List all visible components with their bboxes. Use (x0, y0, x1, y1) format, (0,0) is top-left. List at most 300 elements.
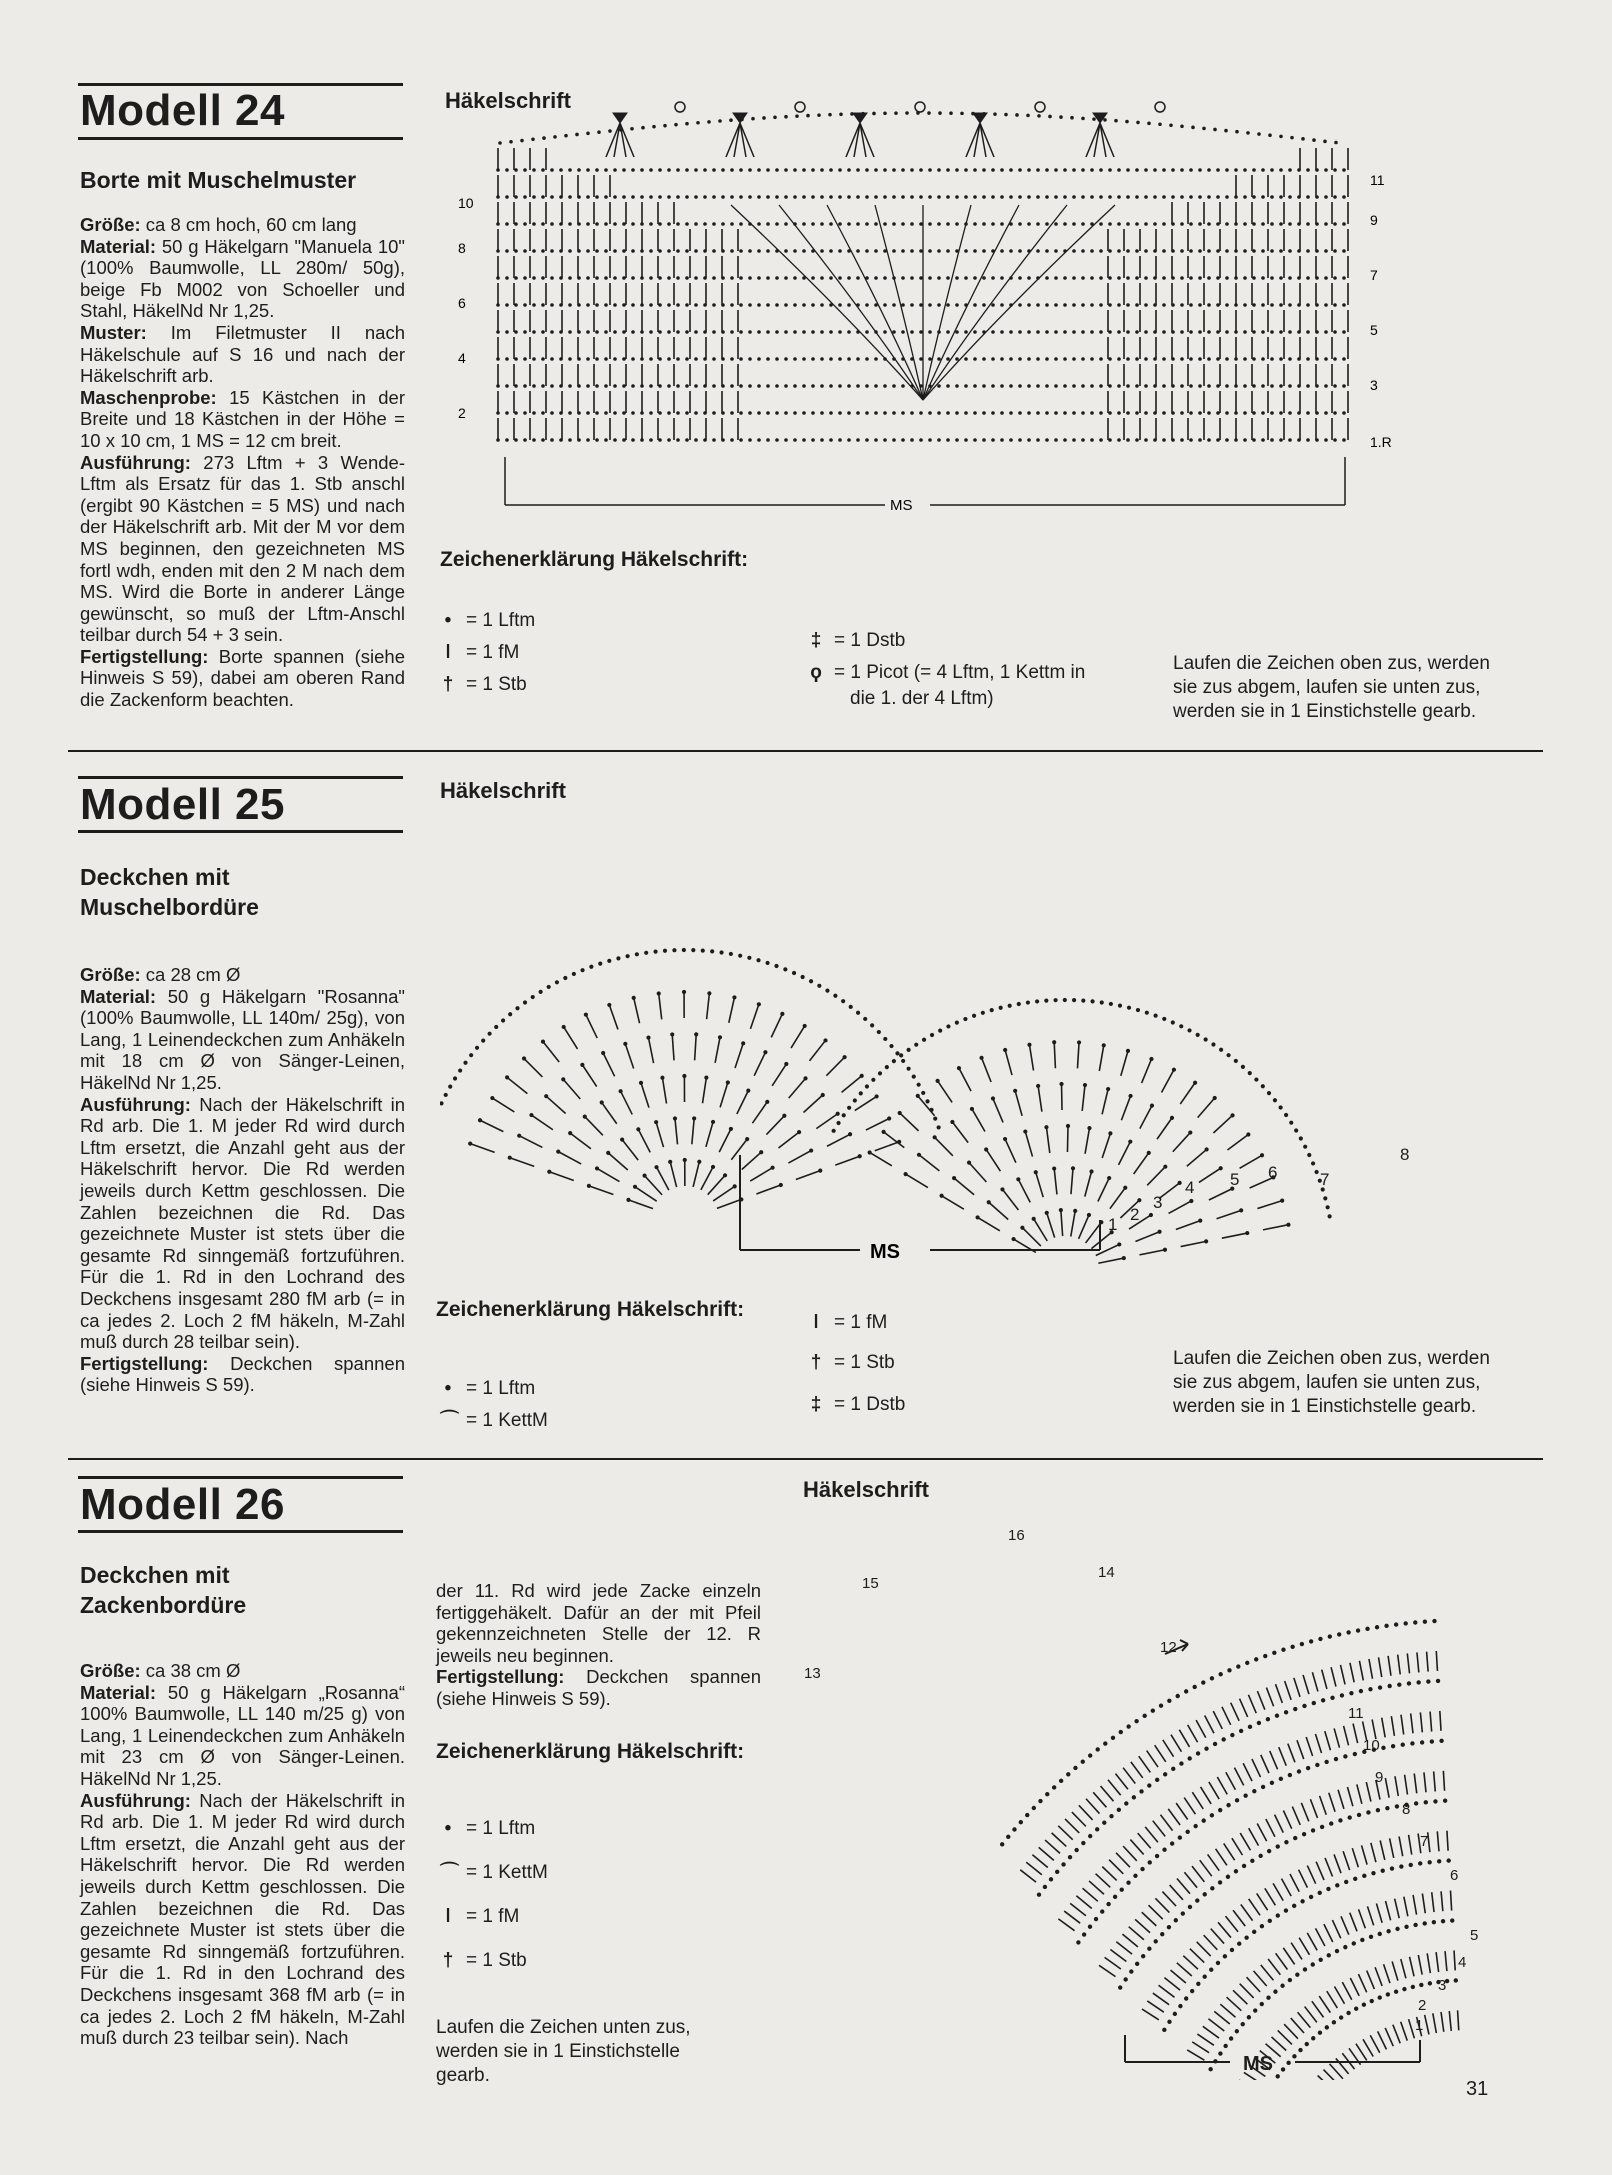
chain-stitch (1049, 1878, 1052, 1881)
double-crochet-stitch (1410, 1957, 1414, 1976)
chain-stitch (884, 385, 887, 388)
chain-stitch (1309, 1895, 1312, 1898)
chain-stitch (1181, 250, 1184, 253)
chain-stitch (1115, 119, 1118, 122)
chain-stitch (758, 169, 761, 172)
double-crochet-stitch (1072, 1812, 1086, 1826)
chain-stitch (1056, 1870, 1059, 1873)
double-crochet-stitch (1261, 1755, 1269, 1773)
chain-stitch (739, 954, 742, 957)
chain-stitch (1037, 358, 1040, 361)
chain-stitch (1046, 304, 1049, 307)
chain-stitch (1190, 385, 1193, 388)
double-crochet-stitch (1183, 1956, 1198, 1970)
double-crochet-stitch (1427, 1652, 1429, 1672)
double-crochet-stitch (771, 1014, 782, 1038)
chain-stitch (1217, 223, 1220, 226)
chain-stitch (1274, 1990, 1277, 1993)
chain-stitch (972, 112, 975, 115)
label-fertigstellung: Fertigstellung: (80, 645, 209, 667)
chain-stitch (1001, 169, 1004, 172)
double-crochet-stitch (989, 1202, 1008, 1219)
double-crochet-stitch (1382, 1718, 1385, 1738)
double-crochet-stitch (1417, 1652, 1419, 1672)
chain-stitch (1307, 331, 1310, 334)
chain-stitch (1411, 1985, 1414, 1988)
chain-stitch (1423, 1922, 1426, 1925)
chain-stitch (524, 196, 527, 199)
chain-stitch (626, 955, 629, 958)
chain-stitch (1273, 1651, 1276, 1654)
chain-stitch (1046, 196, 1049, 199)
chain-stitch (533, 250, 536, 253)
chain-stitch (1118, 223, 1121, 226)
chain-stitch (1199, 439, 1202, 442)
double-crochet-stitch (1430, 1712, 1432, 1732)
chain-stitch (848, 412, 851, 415)
chain-stitch (1037, 439, 1040, 442)
chain-stitch (878, 1072, 881, 1075)
chain-stitch (992, 196, 995, 199)
chain-stitch (1046, 439, 1049, 442)
double-crochet-stitch (752, 1102, 767, 1123)
chain-stitch (853, 1099, 856, 1102)
double-crochet-stitch (1086, 1799, 1099, 1814)
chain-stitch (1325, 439, 1328, 442)
chain-stitch (1303, 1968, 1306, 1971)
chain-stitch (884, 169, 887, 172)
chain-stitch (851, 113, 854, 116)
chain-stitch (983, 196, 986, 199)
chain-stitch (569, 358, 572, 361)
chain-stitch (551, 331, 554, 334)
instruction-paragraph: Fertigstellung: Borte spannen (siehe Hinweis S 59), dabei am oberen Rand die Zackenform beachten. (80, 645, 405, 711)
chain-stitch (1240, 1209, 1243, 1212)
double-crochet-stitch (1320, 1796, 1327, 1815)
chain-stitch (677, 196, 680, 199)
chain-stitch (1163, 385, 1166, 388)
chain-stitch (1037, 304, 1040, 307)
double-crochet-stitch (1343, 1851, 1350, 1870)
chain-stitch (1028, 196, 1031, 199)
row-number: 11 (1370, 172, 1385, 188)
chain-stitch (868, 1151, 871, 1154)
chain-stitch (1088, 1754, 1091, 1757)
chain-stitch (1244, 304, 1247, 307)
chain-stitch (627, 1198, 630, 1201)
round-number: 1 (1108, 1215, 1118, 1234)
chain-stitch (1205, 1148, 1208, 1151)
chain-stitch (605, 358, 608, 361)
double-crochet-stitch (1340, 1665, 1345, 1684)
model-25-instructions (80, 964, 405, 1396)
instruction-paragraph: Material: 50 g Häkelgarn "Rosanna" (100% Baumwolle, LL 140m/ 25g), von Lang, 1 Leinendeckchen zum Anhäkeln mit 18 cm Ø von Sänger-Leinen, HäkelNd Nr 1,25. (80, 985, 405, 1093)
chain-stitch (569, 169, 572, 172)
chain-stitch (1246, 1231, 1249, 1234)
chain-stitch (1262, 196, 1265, 199)
chain-stitch (1163, 1773, 1166, 1776)
chain-stitch (1163, 304, 1166, 307)
double-crochet-stitch (1170, 1885, 1183, 1900)
chain-stitch (653, 125, 656, 128)
double-crochet-stitch (1443, 1771, 1444, 1791)
chain-stitch (1134, 1874, 1137, 1877)
chain-stitch (1075, 1848, 1078, 1851)
chain-stitch (1428, 1982, 1431, 1985)
chain-stitch (1326, 1206, 1329, 1209)
chain-stitch (1199, 250, 1202, 253)
double-crochet-stitch (1347, 1787, 1352, 1806)
double-crochet-stitch (1123, 1846, 1137, 1861)
chain-stitch (1181, 169, 1184, 172)
chain-stitch (839, 304, 842, 307)
chain-stitch (600, 1101, 603, 1104)
chain-stitch (956, 439, 959, 442)
chain-stitch (1091, 196, 1094, 199)
chain-stitch (892, 1060, 895, 1063)
chain-stitch (1311, 1162, 1314, 1165)
double-crochet-stitch (1148, 1905, 1162, 1919)
chain-stitch (1316, 1763, 1319, 1766)
chain-stitch (884, 196, 887, 199)
chain-stitch (1005, 113, 1008, 116)
chain-stitch (515, 412, 518, 415)
double-crochet-stitch (1409, 2019, 1415, 2038)
chain-stitch (1437, 1860, 1440, 1863)
chain-stitch (866, 223, 869, 226)
chain-stitch (1037, 331, 1040, 334)
chain-stitch (947, 223, 950, 226)
chain-stitch (1174, 1919, 1177, 1922)
chain-stitch (1193, 1685, 1196, 1688)
chain-stitch (758, 331, 761, 334)
chain-stitch (521, 139, 524, 142)
double-crochet-stitch (621, 1091, 633, 1114)
chain-stitch (1279, 1777, 1282, 1780)
chain-stitch (1362, 2003, 1365, 2006)
fan-line (827, 205, 923, 400)
chain-stitch (1253, 250, 1256, 253)
chain-stitch (524, 223, 527, 226)
double-crochet-stitch (1054, 1042, 1055, 1068)
double-crochet-stitch (1316, 1928, 1325, 1946)
chain-stitch (1055, 331, 1058, 334)
double-crochet-stitch (1058, 1919, 1074, 1931)
chain-stitch (713, 358, 716, 361)
chain-stitch (929, 223, 932, 226)
chain-stitch (542, 331, 545, 334)
round-number: 7 (1420, 1833, 1429, 1850)
chain-stitch (875, 439, 878, 442)
chain-stitch (1325, 277, 1328, 280)
double-crochet-stitch (1140, 1106, 1152, 1129)
chain-stitch (1190, 412, 1193, 415)
chain-stitch (524, 412, 527, 415)
chain-stitch (1244, 439, 1247, 442)
row-number: 5 (1370, 322, 1378, 338)
chain-stitch (668, 223, 671, 226)
chain-stitch (1258, 133, 1261, 136)
chain-stitch (608, 1003, 611, 1006)
chain-stitch (875, 277, 878, 280)
chain-stitch (524, 304, 527, 307)
chain-stitch (1325, 196, 1328, 199)
double-crochet-stitch (1085, 1172, 1092, 1197)
chain-stitch (758, 385, 761, 388)
chain-stitch (1305, 2042, 1308, 2045)
chain-stitch (803, 1024, 806, 1027)
label-muster: Muster: (80, 321, 147, 343)
chain-stitch (515, 439, 518, 442)
chain-stitch (839, 331, 842, 334)
chain-stitch (1181, 358, 1184, 361)
chain-stitch (776, 412, 779, 415)
title-rule-bottom (78, 137, 403, 140)
chain-stitch (506, 277, 509, 280)
chain-stitch (524, 169, 527, 172)
chain-stitch (1046, 358, 1049, 361)
double-crochet-stitch (1163, 1740, 1174, 1757)
chain-stitch (1118, 358, 1121, 361)
chain-stitch (1127, 439, 1130, 442)
label-material: Material: (80, 1681, 157, 1703)
chain-stitch (695, 223, 698, 226)
chain-stitch (614, 196, 617, 199)
double-crochet-stitch (1142, 1912, 1157, 1926)
chain-stitch (1118, 196, 1121, 199)
double-crochet-stitch (1427, 1953, 1430, 1973)
chain-stitch (584, 1013, 587, 1016)
chain-stitch (794, 304, 797, 307)
double-crochet-stitch (1222, 1707, 1231, 1725)
chain-stitch (609, 130, 612, 133)
chain-stitch (839, 412, 842, 415)
double-crochet-stitch (695, 1034, 697, 1060)
fan-line (731, 205, 923, 400)
double-crochet-stitch (1436, 1952, 1439, 1972)
chain-stitch (992, 169, 995, 172)
chain-stitch (938, 277, 941, 280)
chain-stitch (848, 1106, 851, 1109)
chain-stitch (682, 948, 685, 951)
chain-stitch (916, 1094, 919, 1097)
chain-stitch (668, 196, 671, 199)
chain-stitch (821, 439, 824, 442)
chain-stitch (1181, 412, 1184, 415)
chain-stitch (506, 223, 509, 226)
chain-stitch (1053, 1167, 1056, 1170)
chain-stitch (1001, 304, 1004, 307)
double-crochet-stitch (1334, 1728, 1339, 1747)
chain-stitch (947, 277, 950, 280)
chain-stitch (1273, 1099, 1276, 1102)
double-crochet-stitch (1220, 2004, 1235, 2017)
chain-stitch (722, 223, 725, 226)
chain-stitch (668, 250, 671, 253)
chain-stitch (1010, 358, 1013, 361)
chain-stitch (812, 223, 815, 226)
chain-stitch (812, 304, 815, 307)
chain-stitch (1014, 1089, 1017, 1092)
chain-stitch (1199, 358, 1202, 361)
chain-stitch (1246, 1661, 1249, 1664)
double-crochet-stitch (1192, 1866, 1204, 1882)
chain-stitch (668, 412, 671, 415)
chain-stitch (1395, 1805, 1398, 1808)
chain-stitch (719, 120, 722, 123)
chain-stitch (1307, 358, 1310, 361)
chain-stitch (1394, 1990, 1397, 1993)
chain-stitch (542, 439, 545, 442)
chain-stitch (1335, 141, 1338, 144)
chain-stitch (499, 142, 502, 145)
chain-stitch (747, 1089, 750, 1092)
chain-stitch (1082, 331, 1085, 334)
double-crochet-stitch (993, 1099, 1003, 1123)
double-crochet-stitch (1386, 1901, 1391, 1920)
chain-stitch (757, 959, 760, 962)
chain-stitch (893, 250, 896, 253)
double-crochet-stitch (729, 997, 735, 1022)
legend-lftm: • = 1 Lftm (440, 610, 535, 632)
chain-stitch (1275, 1714, 1278, 1717)
double-crochet-stitch (1102, 1867, 1116, 1881)
double-crochet-stitch (1217, 1210, 1242, 1218)
chain-stitch (947, 331, 950, 334)
double-crochet-stitch (978, 1217, 1000, 1230)
chain-stitch (866, 304, 869, 307)
chain-stitch (1178, 1181, 1181, 1184)
chain-stitch (938, 196, 941, 199)
double-crochet-stitch (1105, 1957, 1121, 1969)
chain-stitch (893, 385, 896, 388)
treble-crochet-icon: ‡ (810, 630, 822, 651)
chain-stitch (1148, 1784, 1151, 1787)
chain-stitch (767, 358, 770, 361)
chain-stitch (632, 277, 635, 280)
double-crochet-stitch (1192, 2042, 1209, 2053)
chain-stitch (1073, 223, 1076, 226)
double-crochet-stitch (1278, 2030, 1292, 2044)
chain-stitch (1276, 1845, 1279, 1848)
chain-stitch (596, 439, 599, 442)
chain-stitch (1284, 1909, 1287, 1912)
chain-stitch (826, 989, 829, 992)
chain-stitch (1307, 385, 1310, 388)
chain-stitch (812, 412, 815, 415)
chain-stitch (632, 169, 635, 172)
chain-stitch (1012, 1237, 1015, 1240)
chain-stitch (929, 169, 932, 172)
chain-stitch (542, 250, 545, 253)
chain-stitch (713, 412, 716, 415)
chain-stitch (569, 412, 572, 415)
chain-stitch (1307, 439, 1310, 442)
chain-stitch (1109, 277, 1112, 280)
chain-stitch (695, 304, 698, 307)
chain-stitch (875, 169, 878, 172)
chain-stitch (830, 331, 833, 334)
chain-stitch (848, 277, 851, 280)
chain-stitch (1190, 277, 1193, 280)
chain-stitch (1073, 358, 1076, 361)
chain-stitch (1046, 223, 1049, 226)
chain-stitch (1064, 331, 1067, 334)
chain-stitch (1118, 169, 1121, 172)
double-crochet-stitch (1209, 1189, 1232, 1200)
chain-stitch (565, 134, 568, 137)
chain-stitch (524, 331, 527, 334)
double-crochet-stitch (693, 1162, 699, 1187)
double-crochet-stitch (938, 1081, 953, 1103)
chain-stitch (796, 115, 799, 118)
chain-stitch (983, 169, 986, 172)
double-crochet-stitch (1266, 1819, 1275, 1837)
chain-stitch (1262, 358, 1265, 361)
chain-stitch (1088, 1925, 1091, 1928)
chain-stitch (1150, 1057, 1153, 1060)
chain-stitch (929, 331, 932, 334)
chain-stitch (862, 112, 865, 115)
chain-stitch (607, 1151, 610, 1154)
double-crochet-stitch (1102, 1133, 1110, 1158)
chain-stitch (1017, 1178, 1020, 1181)
double-crochet-stitch (1099, 1965, 1115, 1976)
double-crochet-stitch (1411, 1713, 1413, 1733)
chain-stitch (515, 331, 518, 334)
chain-stitch (1149, 1213, 1152, 1216)
chain-stitch (1073, 331, 1076, 334)
chain-stitch (729, 952, 732, 955)
double-crochet-stitch (1288, 1744, 1295, 1763)
chain-stitch (1010, 385, 1013, 388)
chain-stitch (895, 112, 898, 115)
chain-stitch (1280, 223, 1283, 226)
chain-stitch (1109, 1002, 1112, 1005)
chain-stitch (1154, 169, 1157, 172)
label-fertigstellung: Fertigstellung: (80, 1352, 209, 1374)
chain-stitch (1037, 223, 1040, 226)
chain-stitch (695, 439, 698, 442)
chain-stitch (1119, 1730, 1122, 1733)
chain-stitch (1001, 358, 1004, 361)
chain-stitch (758, 196, 761, 199)
chain-stitch (632, 223, 635, 226)
double-crochet-stitch (1179, 1730, 1189, 1747)
chain-stitch (1319, 1958, 1322, 1961)
double-crochet-stitch (1334, 1986, 1344, 2003)
chain-stitch (776, 331, 779, 334)
chain-stitch (1064, 358, 1067, 361)
chain-stitch (877, 1030, 880, 1033)
chain-stitch (683, 1158, 686, 1161)
shell-top (853, 113, 867, 123)
chain-stitch (1262, 385, 1265, 388)
chain-stitch (1217, 358, 1220, 361)
chain-stitch (1185, 1997, 1188, 2000)
chain-stitch (803, 169, 806, 172)
chain-stitch (818, 984, 821, 987)
chain-stitch (673, 1117, 676, 1120)
chain-stitch (1127, 1006, 1130, 1009)
chain-stitch (686, 304, 689, 307)
double-crochet-stitch (1064, 1911, 1080, 1923)
chain-stitch (1375, 1626, 1378, 1629)
chain-stitch (650, 250, 653, 253)
chain-stitch (1253, 412, 1256, 415)
chain-stitch (771, 1166, 774, 1169)
double-crochet-stitch (1162, 1892, 1176, 1907)
